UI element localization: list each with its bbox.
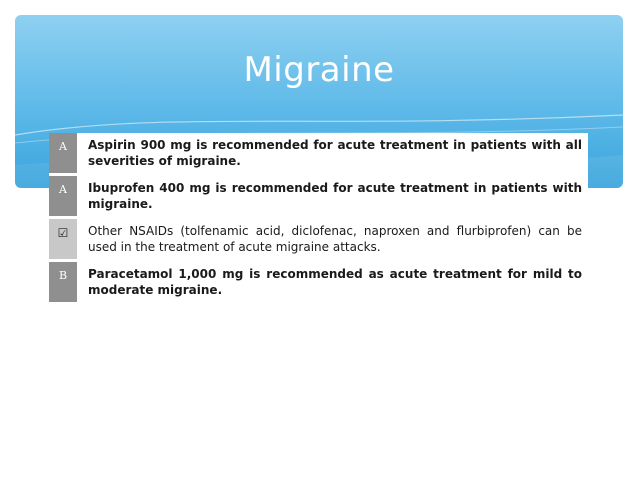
recommendation-text: Ibuprofen 400 mg is recommended for acute treatment in patients with migraine.	[77, 176, 588, 216]
recommendation-table	[49, 133, 588, 305]
recommendation-row	[49, 133, 588, 173]
grade-badge: A	[49, 133, 77, 173]
grade-badge: A	[49, 176, 77, 216]
checkbox-icon: ☑	[49, 219, 77, 259]
recommendation-row	[49, 219, 588, 259]
recommendation-text: Aspirin 900 mg is recommended for acute treatment in patients with all severities of migraine.	[77, 133, 588, 173]
recommendation-text: Paracetamol 1,000 mg is recommended as acute treatment for mild to moderate migraine.	[77, 262, 588, 302]
recommendation-row	[49, 262, 588, 302]
recommendation-row	[49, 176, 588, 216]
grade-badge: B	[49, 262, 77, 302]
recommendation-text: Other NSAIDs (tolfenamic acid, diclofenac, naproxen and flurbiprofen) can be used in the treatment of acute migraine attacks.	[77, 219, 588, 259]
slide-title: Migraine	[243, 50, 395, 90]
